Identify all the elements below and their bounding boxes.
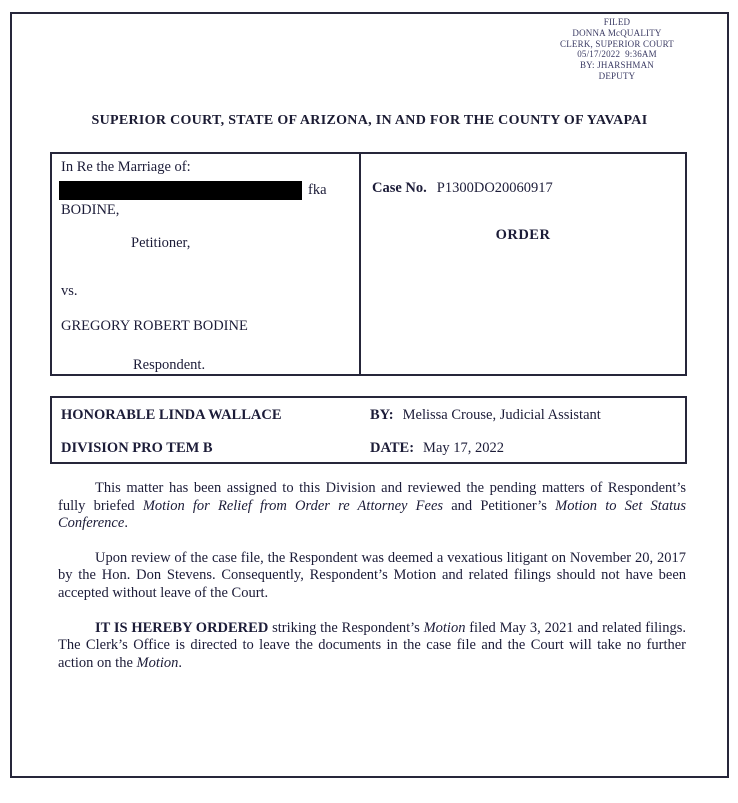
court-title: SUPERIOR COURT, STATE OF ARIZONA, IN AND FOR THE COUNTY OF YAVAPAI [91,113,648,128]
body-paragraph-1: This matter has been assigned to this Division and reviewed the pending matters of Respondent’s fully briefed Motion for Relief from Order re Attorney Fees and Petitioner’s Motion to Set Status Conference. [58,480,686,532]
judge-name: HONORABLE LINDA WALLACE [61,407,282,423]
in-re-line: In Re the Marriage of: [61,159,191,175]
by-value: Melissa Crouse, Judicial Assistant [402,407,601,423]
order-heading: ORDER [495,227,551,243]
date-label: DATE: [370,440,415,456]
body-paragraph-2: Upon review of the case file, the Respondent was deemed a vexatious litigant on November 20, 2017 by the Hon. Don Stevens. Consequently, Respondent’s Motion and related filings should not have been accepted without leave of the Court. [58,549,686,601]
petitioner-label: Petitioner, [131,235,191,251]
stamp-filed-line: FILED [603,17,631,27]
case-number-label: Case No. [372,180,427,196]
date-line [370,440,504,457]
case-number-value: P1300DO20060917 [436,180,553,196]
stamp-clerk-name-line: DONNA McQUALITY [572,27,662,38]
document-page [10,12,729,778]
filing-stamp [537,17,697,82]
petitioner-name-line [59,181,327,200]
case-number-line [372,180,553,197]
order-body [58,480,686,689]
caption-parties-cell [52,154,361,374]
respondent-label: Respondent. [133,357,206,373]
case-caption-box [50,152,687,376]
petitioner-surname: BODINE, [61,202,120,218]
redaction-bar [59,181,302,200]
judge-info-box [50,396,687,464]
fka-label: fka [308,182,327,198]
stamp-clerk-title-line: CLERK, SUPERIOR COURT [560,38,674,49]
caption-case-cell [361,154,685,374]
date-value: May 17, 2022 [423,440,505,456]
by-line [370,407,601,424]
division-label: DIVISION PRO TEM B [61,440,213,456]
stamp-by-line: BY: JHARSHMAN [579,60,655,71]
stamp-datetime-line: 05/17/2022 9:36AM [577,49,657,60]
stamp-deputy-line: DEPUTY [598,70,636,81]
vs-label: vs. [61,283,78,299]
body-paragraph-3: IT IS HEREBY ORDERED striking the Respondent’s Motion filed May 3, 2021 and related filings. The Clerk’s Office is directed to leave the documents in the case file and the Court will take no further action on the Motion. [58,619,686,671]
by-label: BY: [370,407,394,423]
respondent-name: GREGORY ROBERT BODINE [61,318,248,334]
